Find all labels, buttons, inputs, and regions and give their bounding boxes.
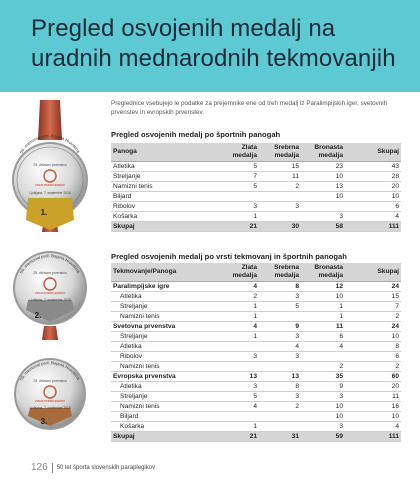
total-bronze: 59 xyxy=(301,432,345,442)
bronze-medal-inscription: 50. memorial prof. Bojana Hrovatina xyxy=(18,360,82,382)
row-label: Atletika xyxy=(111,342,223,352)
cell-bronze: 10 xyxy=(301,402,345,412)
cell-bronze: 10 xyxy=(301,192,345,202)
table-row xyxy=(111,392,401,402)
silver-medal-date: Ljubljana, 7. september 2015 xyxy=(29,298,71,302)
cell-silver xyxy=(259,212,301,222)
table2-header-row xyxy=(111,263,401,282)
table-row xyxy=(111,402,401,412)
table1-header-sport: Panoga xyxy=(111,143,223,162)
table-row xyxy=(111,382,401,392)
row-label: Biljard xyxy=(111,192,223,202)
cell-gold: 7 xyxy=(223,172,259,182)
cell-silver xyxy=(259,362,301,372)
page-title-line-1: Pregled osvojenih medalj na xyxy=(31,15,336,42)
silver-medal-logo-text: ZVEZA PARAPLEGIKOV xyxy=(35,292,65,295)
cell-gold: 3 xyxy=(223,352,259,362)
cell-bronze: 4 xyxy=(301,342,345,352)
table1-title: Pregled osvojenih medalj po športnih panogah xyxy=(111,130,281,139)
footer-divider xyxy=(52,463,53,473)
cell-silver: 9 xyxy=(259,322,301,332)
cell-bronze: 10 xyxy=(301,172,345,182)
table2-total-row xyxy=(111,432,401,442)
cell-bronze: 3 xyxy=(301,422,345,432)
cell-total: 10 xyxy=(345,412,401,422)
row-label: Atletika xyxy=(111,292,223,302)
cell-silver: 3 xyxy=(259,352,301,362)
total-silver: 30 xyxy=(259,222,301,232)
cell-silver: 8 xyxy=(259,282,301,292)
cell-gold: 3 xyxy=(223,382,259,392)
table-row xyxy=(111,202,401,212)
table-row xyxy=(111,212,401,222)
table1-header-row xyxy=(111,143,401,162)
group-label: Paralimpijske igre xyxy=(111,282,223,292)
cell-silver xyxy=(259,312,301,322)
cell-silver xyxy=(259,412,301,422)
cell-silver: 8 xyxy=(259,382,301,392)
gold-medal-inscription: 50. memorial prof. Bojana Hrovatina xyxy=(18,133,82,155)
table-row xyxy=(111,172,401,182)
cell-bronze xyxy=(301,202,345,212)
table1-header-silver: Srebrna medalja xyxy=(259,143,301,162)
cell-bronze: 3 xyxy=(301,212,345,222)
cell-silver: 3 xyxy=(259,392,301,402)
table1-header-total: Skupaj xyxy=(345,143,401,162)
cell-gold: 1 xyxy=(223,312,259,322)
bronze-medal-logo-text: ZVEZA PARAPLEGIKOV xyxy=(35,400,65,403)
gold-medal-logo-text: ZVEZA PARAPLEGIKOV xyxy=(35,184,65,187)
cell-silver: 11 xyxy=(259,172,301,182)
row-label: Namizni tenis xyxy=(111,402,223,412)
table1-total-row xyxy=(111,222,401,232)
table-row xyxy=(111,312,401,322)
cell-bronze: 1 xyxy=(301,302,345,312)
cell-total: 2 xyxy=(345,362,401,372)
cell-gold: 3 xyxy=(223,202,259,212)
row-label: Streljanje xyxy=(111,172,223,182)
gold-medal xyxy=(12,133,88,230)
row-label: Namizni tenis xyxy=(111,362,223,372)
bronze-medal xyxy=(14,358,86,430)
gold-medal-subtitle: 29. državno prvenstvo xyxy=(33,163,67,167)
bronze-medal-subtitle: 29. državno prvenstvo xyxy=(33,379,67,383)
row-label: Atletika xyxy=(111,382,223,392)
cell-silver: 3 xyxy=(259,332,301,342)
cell-bronze: 13 xyxy=(301,182,345,192)
table-row xyxy=(111,352,401,362)
cell-total: 8 xyxy=(345,342,401,352)
row-label: Ribolov xyxy=(111,202,223,212)
page-footer xyxy=(31,462,411,473)
cell-bronze: 23 xyxy=(301,162,345,172)
gold-medal-date: Ljubljana, 7. september 2015 xyxy=(29,191,71,195)
table-row xyxy=(111,362,401,372)
table-row xyxy=(111,162,401,172)
total-silver: 31 xyxy=(259,432,301,442)
group-row xyxy=(111,282,401,292)
ribbon-bronze-medal xyxy=(42,326,58,340)
table-row xyxy=(111,302,401,312)
cell-silver xyxy=(259,422,301,432)
cell-silver: 3 xyxy=(259,292,301,302)
cell-total: 4 xyxy=(345,212,401,222)
cell-gold: 1 xyxy=(223,212,259,222)
total-total: 111 xyxy=(345,222,401,232)
table-row xyxy=(111,292,401,302)
cell-total: 6 xyxy=(345,202,401,212)
cell-total: 20 xyxy=(345,382,401,392)
page-header-band xyxy=(0,0,420,92)
cell-total: 60 xyxy=(345,372,401,382)
table2-header-silver: Srebrna medalja xyxy=(259,263,301,282)
row-label: Streljanje xyxy=(111,302,223,312)
cell-bronze: 3 xyxy=(301,392,345,402)
table2-header-gold: Zlata medalja xyxy=(223,263,259,282)
table2-header-bronze: Bronasta medalja xyxy=(301,263,345,282)
cell-total: 24 xyxy=(345,322,401,332)
table-row xyxy=(111,422,401,432)
cell-gold: 1 xyxy=(223,422,259,432)
cell-gold: 4 xyxy=(223,282,259,292)
silver-medal-place: 2. xyxy=(34,311,42,320)
cell-silver: 13 xyxy=(259,372,301,382)
group-label: Svetovna prvenstva xyxy=(111,322,223,332)
cell-total: 2 xyxy=(345,312,401,322)
row-label: Atletika xyxy=(111,162,223,172)
table-row xyxy=(111,182,401,192)
medals-photo xyxy=(0,100,100,430)
table2-title: Pregled osvojenih medalj po vrsti tekmovanj in športnih panogah xyxy=(111,252,347,261)
gold-medal-place: 1. xyxy=(40,208,48,217)
table1-header-gold: Zlata medalja xyxy=(223,143,259,162)
cell-total: 10 xyxy=(345,332,401,342)
cell-gold xyxy=(223,342,259,352)
silver-medal-inscription: 50. memorial prof. Bojana Hrovatina xyxy=(18,253,82,275)
cell-gold: 4 xyxy=(223,322,259,332)
cell-gold: 5 xyxy=(223,392,259,402)
cell-silver: 4 xyxy=(259,342,301,352)
cell-total: 43 xyxy=(345,162,401,172)
cell-bronze: 11 xyxy=(301,322,345,332)
bronze-medal-date: Ljubljana, 7. september 2015 xyxy=(29,406,71,410)
total-label: Skupaj xyxy=(111,432,223,442)
cell-bronze: 12 xyxy=(301,282,345,292)
cell-gold: 13 xyxy=(223,372,259,382)
group-row xyxy=(111,322,401,332)
table2-header-total: Skupaj xyxy=(345,263,401,282)
table-row xyxy=(111,192,401,202)
total-bronze: 58 xyxy=(301,222,345,232)
page-number: 126 xyxy=(31,462,48,473)
cell-total: 11 xyxy=(345,392,401,402)
bronze-medal-place: 3. xyxy=(40,417,48,426)
cell-total: 24 xyxy=(345,282,401,292)
group-label: Evropska prvenstva xyxy=(111,372,223,382)
total-gold: 21 xyxy=(223,432,259,442)
cell-bronze: 2 xyxy=(301,362,345,372)
cell-bronze: 9 xyxy=(301,382,345,392)
table-row xyxy=(111,332,401,342)
table-row xyxy=(111,412,401,422)
cell-gold: 5 xyxy=(223,182,259,192)
cell-silver: 2 xyxy=(259,182,301,192)
cell-gold: 4 xyxy=(223,402,259,412)
row-label: Streljanje xyxy=(111,392,223,402)
table1-header-bronze: Bronasta medalja xyxy=(301,143,345,162)
silver-medal-subtitle: 29. državno prvenstvo xyxy=(33,271,67,275)
footer-text: 50 let športa slovenskih paraplegikov xyxy=(56,464,156,471)
cell-gold xyxy=(223,412,259,422)
cell-total: 6 xyxy=(345,352,401,362)
row-label: Streljanje xyxy=(111,332,223,342)
cell-silver: 15 xyxy=(259,162,301,172)
cell-bronze: 1 xyxy=(301,312,345,322)
cell-bronze: 10 xyxy=(301,292,345,302)
table-row xyxy=(111,342,401,352)
page-title xyxy=(31,14,411,74)
medals-by-competition-table xyxy=(111,263,401,442)
cell-bronze: 35 xyxy=(301,372,345,382)
cell-total: 7 xyxy=(345,302,401,312)
cell-total: 15 xyxy=(345,292,401,302)
table2-header-competition: Tekmovanje/Panoga xyxy=(111,263,223,282)
cell-total: 4 xyxy=(345,422,401,432)
cell-silver: 2 xyxy=(259,402,301,412)
cell-total: 10 xyxy=(345,192,401,202)
total-gold: 21 xyxy=(223,222,259,232)
cell-bronze: 10 xyxy=(301,412,345,422)
row-label: Namizni tenis xyxy=(111,182,223,192)
cell-total: 28 xyxy=(345,172,401,182)
group-row xyxy=(111,372,401,382)
cell-bronze: 6 xyxy=(301,332,345,342)
cell-silver: 5 xyxy=(259,302,301,312)
cell-gold: 1 xyxy=(223,302,259,312)
cell-silver xyxy=(259,192,301,202)
cell-silver: 3 xyxy=(259,202,301,212)
row-label: Namizni tenis xyxy=(111,312,223,322)
cell-total: 16 xyxy=(345,402,401,412)
row-label: Košarka xyxy=(111,422,223,432)
cell-gold: 5 xyxy=(223,162,259,172)
row-label: Biljard xyxy=(111,412,223,422)
total-label: Skupaj xyxy=(111,222,223,232)
cell-gold xyxy=(223,192,259,202)
medals-by-sport-table xyxy=(111,143,401,232)
cell-bronze xyxy=(301,352,345,362)
page-title-line-2: uradnih mednarodnih tekmovanjih xyxy=(31,45,396,72)
cell-gold: 1 xyxy=(223,332,259,342)
cell-total: 20 xyxy=(345,182,401,192)
total-total: 111 xyxy=(345,432,401,442)
row-label: Ribolov xyxy=(111,352,223,362)
cell-gold xyxy=(223,362,259,372)
silver-medal xyxy=(13,251,87,325)
cell-gold: 2 xyxy=(223,292,259,302)
row-label: Košarka xyxy=(111,212,223,222)
intro-paragraph: Preglednice vsebujejo le podatke za prejemnike ene od treh medalj iz Paralimpijskih iger, svetovnih prvenstev in evropskih prvenstev. xyxy=(111,100,388,116)
